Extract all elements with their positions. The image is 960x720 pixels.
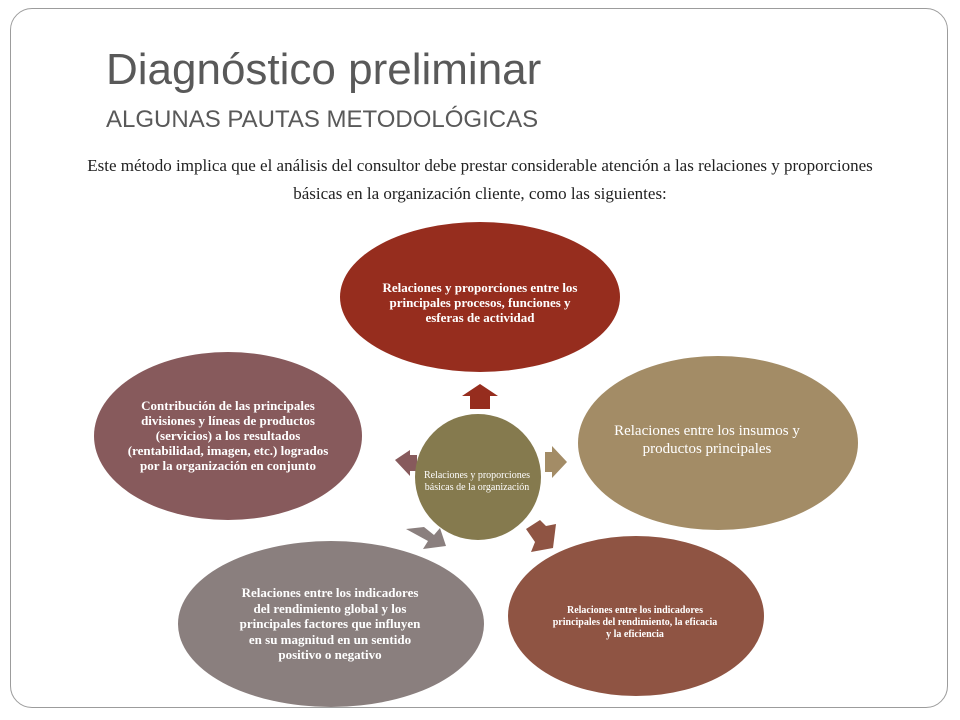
arrow-up-icon xyxy=(462,384,498,409)
node-top-label: Relaciones y proporciones entre los principales procesos, funciones y esferas de actividad xyxy=(382,279,578,325)
slide-subtitle: ALGUNAS PAUTAS METODOLÓGICAS xyxy=(106,106,539,133)
arrow-down-left-icon xyxy=(406,527,446,549)
arrow-right-icon xyxy=(545,446,567,478)
arrow-left-icon xyxy=(395,450,417,476)
node-bottom-right-label: Relaciones entre los indicadores principales del rendimiento, la eficacia y la eficiencia xyxy=(552,605,718,640)
center-node-label: Relaciones y proporciones básicas de la organización xyxy=(423,470,531,493)
node-right-label: Relaciones entre los insumos y productos principales xyxy=(614,423,800,457)
intro-paragraph: Este método implica que el análisis del consultor debe prestar considerable atención a las relaciones y proporciones básicas en la organización cliente, como las siguientes: xyxy=(87,156,873,203)
node-left-label: Contribución de las principales divisiones y líneas de productos (servicios) a los resultados (rentabilidad, imagen, etc.) logrados por la organización en conjunto xyxy=(127,397,329,473)
arrow-down-right-icon xyxy=(526,520,556,552)
node-bottom-left-label: Relaciones entre los indicadores del rendimiento global y los principales factores que influyen en su magnitud en un sentido positivo o negativo xyxy=(239,585,421,663)
slide-title: Diagnóstico preliminar xyxy=(106,45,542,94)
